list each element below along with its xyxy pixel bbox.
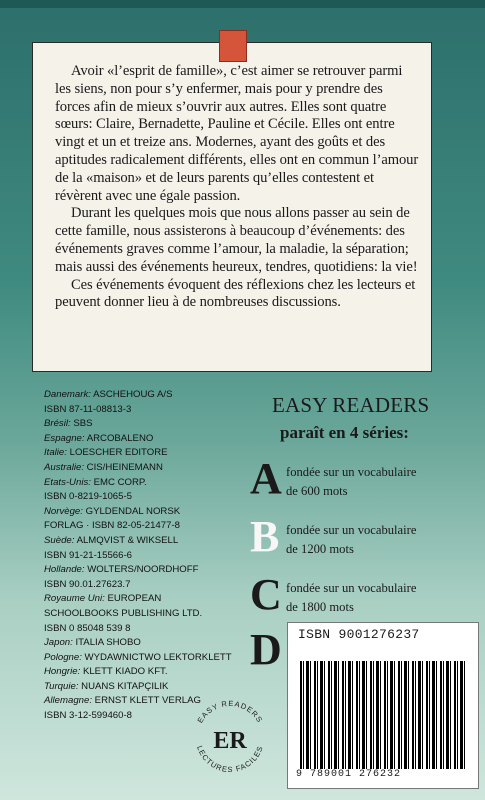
publisher-line: ISBN 3-12-599460-8: [44, 710, 132, 722]
easy-readers-subtitle: paraît en 4 séries:: [280, 423, 409, 442]
publisher-line: Australie: CIS/HEINEMANN: [44, 461, 163, 473]
publisher-line: ISBN 91-21-15566-6: [44, 549, 132, 561]
series-letter: C: [250, 570, 282, 619]
blurb-paragraph-3: Ces événements évoquent des réflexions chez les lecteurs et peuvent donner lieu à de nombreuses discussions.: [55, 276, 416, 311]
series-description: fondée sur un vocabulaire de 1800 mots: [286, 581, 417, 614]
easy-readers-title: EASY READERS: [272, 393, 430, 417]
publisher-line: Suède: ALMQVIST & WIKSELL: [44, 534, 179, 546]
publisher-line: Japon: ITALIA SHOBO: [44, 637, 141, 649]
logo-initials: ER: [213, 728, 247, 754]
publisher-line: Danemark: ASCHEHOUG A/S: [44, 389, 173, 400]
publisher-line: Allemagne: ERNST KLETT VERLAG: [44, 695, 201, 707]
publisher-line: ISBN 0-8219-1065-5: [44, 491, 132, 503]
barcode-number: 9 789001 276232: [296, 769, 402, 780]
publisher-line: ISBN 87-11-08813-3: [44, 403, 132, 415]
red-square-marker: [219, 30, 247, 62]
publisher-line: Hollande: WOLTERS/NOORDHOFF: [44, 564, 199, 576]
publisher-line: ISBN 90.01.27623.7: [44, 578, 131, 590]
logo-ring-top: EASY READERS: [195, 698, 265, 725]
series-letter: D: [250, 625, 282, 674]
series-letter: B: [250, 512, 280, 561]
blurb-paragraph-1: Avoir «l’esprit de famille», c’est aimer se retrouver parmi les siens, non pour s’y enfermer, mais pour y prendre des forces afin de mieux s’ouvrir aux autres. Elles sont quatre sœurs: Claire, Bernadette, Pauline et Cécile. Elles ont entre vingt et un et treize ans. Modernes, ayant des goûts et des aptitudes radicalement différents, elles ont en commun l’amour de la «maison» et de leurs parents qu’elles contestent et révèrent avec une égale passion.: [55, 63, 419, 204]
publisher-line: Italie: LOESCHER EDITORE: [44, 447, 168, 459]
publisher-line: Etats-Unis: EMC CORP.: [44, 476, 147, 488]
publisher-line: Turquie: NUANS KITAPÇILIK: [44, 680, 169, 692]
top-edge-strip: [0, 0, 485, 8]
publisher-line: ISBN 0 85048 539 8: [44, 622, 131, 634]
series-letter: A: [250, 454, 282, 503]
publisher-line: Norvège: GYLDENDAL NORSK: [44, 505, 181, 517]
publisher-line: SCHOOLBOOKS PUBLISHING LTD.: [44, 607, 203, 619]
publisher-line: Royaume Uni: EUROPEAN: [44, 593, 162, 605]
blurb-paragraph-2: Durant les quelques mois que nous allons passer au sein de cette famille, nous assisterons à beaucoup d’événements: des événements graves comme l’amour, la maladie, la séparation; mais aussi des événements heureux, tendres, quotidiens: la vie!: [55, 205, 418, 275]
publisher-line: FORLAG · ISBN 82-05-21477-8: [44, 520, 180, 532]
barcode-sticker: [287, 622, 479, 789]
easy-readers-logo: [186, 694, 274, 782]
publisher-list: [44, 388, 284, 724]
publisher-line: Pologne: WYDAWNICTWO LEKTORKLETT: [44, 651, 232, 663]
series-description: fondée sur un vocabulaire de 600 mots: [286, 465, 417, 498]
barcode-bars: [300, 661, 466, 769]
series-description: fondée sur un vocabulaire de 1200 mots: [286, 523, 417, 556]
isbn-label: ISBN 9001276237: [298, 627, 420, 642]
svg-text:EASY READERS: [195, 699, 264, 725]
publisher-line: Brésil: SBS: [44, 418, 93, 430]
logo-ring-bottom: LECTURES FACILES: [195, 744, 265, 775]
blurb-box: [32, 42, 432, 372]
publisher-line: Hongrie: KLETT KIADO KFT.: [44, 666, 168, 678]
publisher-line: Espagne: ARCOBALENO: [44, 432, 154, 444]
